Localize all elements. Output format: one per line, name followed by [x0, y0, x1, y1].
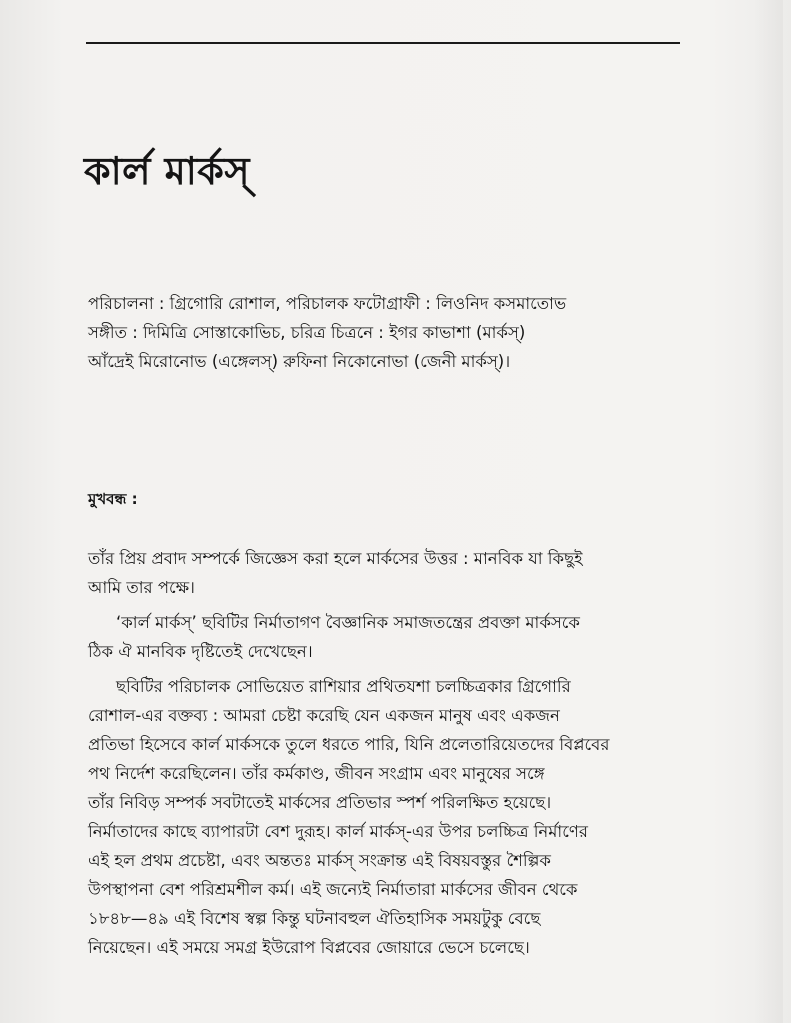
- text-line: রোশাল-এর বক্তব্য : আমরা চেষ্টা করেছি যেন একজন মানুষ এবং একজন: [88, 706, 560, 725]
- text-line: ছবিটির পরিচালক সোভিয়েত রাশিয়ার প্রথিতযশা চলচ্চিত্রকার গ্রিগোরি: [116, 677, 571, 696]
- text-line: প্রতিভা হিসেবে কার্ল মার্কসকে তুলে ধরতে পারি, যিনি প্রলেতারিয়েতদের বিপ্লবের: [88, 735, 610, 754]
- top-rule: [86, 42, 680, 44]
- text-line: এই হল প্রথম প্রচেষ্টা, এবং অন্ততঃ মার্কস্ সংক্রান্ত এই বিষয়বস্তুর শৈল্পিক: [88, 851, 551, 870]
- credits-line-direction: পরিচালনা : গ্রিগোরি রোশাল, পরিচালক ফটোগ্রাফী : লিওনিদ কসমাতোভ: [88, 294, 567, 313]
- text-line: আমি তার পক্ষে।: [88, 578, 195, 597]
- text-line: ঠিক ঐ মানবিক দৃষ্টিতেই দেখেছেন।: [88, 642, 313, 661]
- text-line: ‘কার্ল মার্কস্’ ছবিটির নির্মাতাগণ বৈজ্ঞানিক সমাজতন্ত্রের প্রবক্তা মার্কসকে: [116, 613, 580, 632]
- scan-edge-shadow: [753, 0, 783, 1023]
- paragraph-3: [88, 672, 682, 962]
- text-line: নির্মাতাদের কাছে ব্যাপারটা বেশ দুরূহ। কার্ল মার্কস্-এর উপর চলচ্চিত্র নির্মাণের: [88, 822, 588, 841]
- credits-line-music-cast: সঙ্গীত : দিমিত্রি সোস্তাকোভিচ, চরিত্র চিত্রনে : ইগর কাভাশা (মার্কস্): [88, 323, 526, 342]
- credits-block: [88, 289, 688, 376]
- credits-line-cast: আঁদ্রেই মিরোনোভ (এঙ্গেলস্) রুফিনা নিকোনোভা (জেনী মার্কস্)।: [88, 352, 511, 371]
- page-title: কার্ল মার্কস্: [84, 149, 250, 193]
- text-line: পথ নির্দেশ করেছিলেন। তাঁর কর্মকাণ্ড, জীবন সংগ্রাম এবং মানুষের সঙ্গে: [88, 764, 545, 783]
- text-line: নিয়েছেন। এই সময়ে সমগ্র ইউরোপ বিপ্লবের জোয়ারে ভেসে চলেছে।: [88, 938, 530, 957]
- section-label-preface: মুখবন্ধ :: [88, 490, 138, 508]
- paragraph-2: [88, 608, 682, 666]
- paragraph-1: [88, 544, 682, 602]
- body-text: [88, 544, 682, 968]
- text-line: তাঁর নিবিড় সম্পর্ক সবটাতেই মার্কসের প্রতিভার স্পর্শ পরিলক্ষিত হয়েছে।: [88, 793, 552, 812]
- text-line: উপস্থাপনা বেশ পরিশ্রমশীল কর্ম। এই জন্যেই নির্মাতারা মার্কসের জীবন থেকে: [88, 880, 578, 899]
- text-line: তাঁর প্রিয় প্রবাদ সম্পর্কে জিজ্ঞেস করা হলে মার্কসের উত্তর : মানবিক যা কিছুই: [88, 549, 583, 568]
- text-line: ১৮৪৮—৪৯ এই বিশেষ স্বল্প কিন্তু ঘটনাবহুল ঐতিহাসিক সময়টুকু বেছে: [88, 909, 541, 928]
